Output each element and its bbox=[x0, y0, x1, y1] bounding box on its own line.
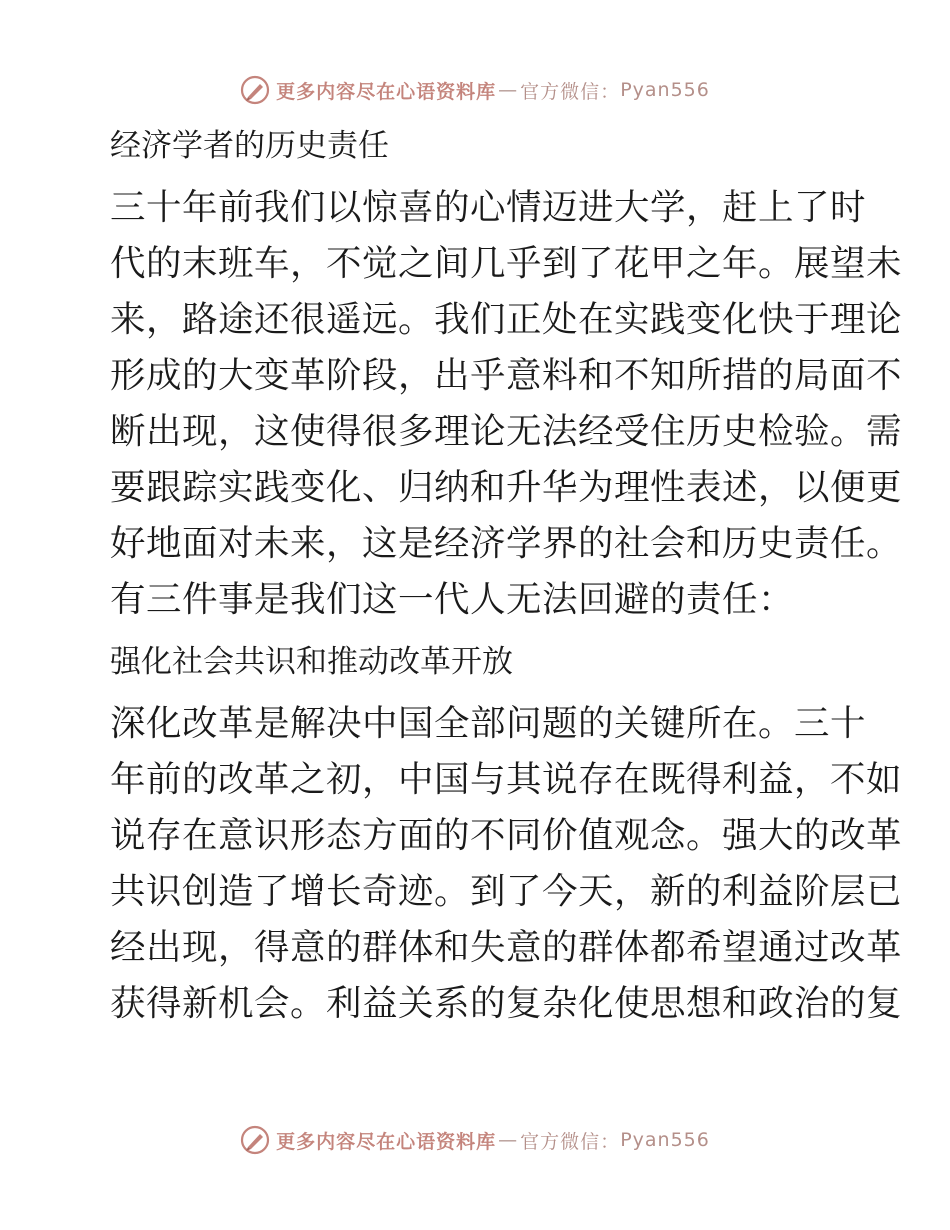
paragraph-line: 要跟踪实践变化、归纳和升华为理性表述，以便更 bbox=[110, 467, 903, 508]
paragraph-line: 有三件事是我们这一代人无法回避的责任： bbox=[110, 579, 795, 620]
paragraph-line: 经出现，得意的群体和失意的群体都希望通过改革 bbox=[110, 927, 903, 968]
paragraph-line: 好地面对未来，这是经济学界的社会和历史责任。 bbox=[110, 523, 903, 564]
watermark-header bbox=[0, 70, 950, 110]
paragraph-line: 来，路途还很遥远。我们正处在实践变化快于理论 bbox=[110, 299, 903, 340]
watermark-wechat-id: Pyan556 bbox=[620, 1129, 710, 1151]
pen-circle-icon bbox=[240, 1125, 270, 1155]
paragraph-line: 获得新机会。利益关系的复杂化使思想和政治的复 bbox=[110, 983, 903, 1024]
paragraph-line: 年前的改革之初，中国与其说存在既得利益，不如 bbox=[110, 759, 903, 800]
paragraph-line: 形成的大变革阶段，出乎意料和不知所措的局面不 bbox=[110, 355, 903, 396]
paragraph-line: 说存在意识形态方面的不同价值观念。强大的改革 bbox=[110, 815, 903, 856]
paragraph-line: 共识创造了增长奇迹。到了今天，新的利益阶层已 bbox=[110, 871, 903, 912]
section-paragraph bbox=[98, 696, 903, 1032]
paragraph-line: 深化改革是解决中国全部问题的关键所在。三十 bbox=[110, 703, 867, 744]
watermark-footer bbox=[0, 1120, 950, 1160]
intro-paragraph bbox=[98, 180, 903, 628]
paragraph-line: 断出现，这使得很多理论无法经受住历史检验。需 bbox=[110, 411, 903, 452]
watermark-separator: — bbox=[498, 1129, 519, 1151]
watermark-wechat-label: 官方微信： bbox=[520, 1130, 621, 1153]
paragraph-line: 代的末班车，不觉之间几乎到了花甲之年。展望未 bbox=[110, 243, 903, 284]
document-body bbox=[98, 118, 903, 1038]
watermark-wechat-id: Pyan556 bbox=[620, 79, 710, 101]
watermark-wechat-label: 官方微信： bbox=[520, 80, 621, 103]
watermark-brand: 更多内容尽在心语资料库 bbox=[276, 1130, 497, 1153]
section-title: 强化社会共识和推动改革开放 bbox=[110, 644, 513, 680]
paragraph-line: 三十年前我们以惊喜的心情迈进大学，赶上了时 bbox=[110, 187, 867, 228]
pen-circle-icon bbox=[240, 75, 270, 105]
article-title: 经济学者的历史责任 bbox=[110, 128, 389, 164]
watermark-brand: 更多内容尽在心语资料库 bbox=[276, 80, 497, 103]
watermark-separator: — bbox=[498, 79, 519, 101]
